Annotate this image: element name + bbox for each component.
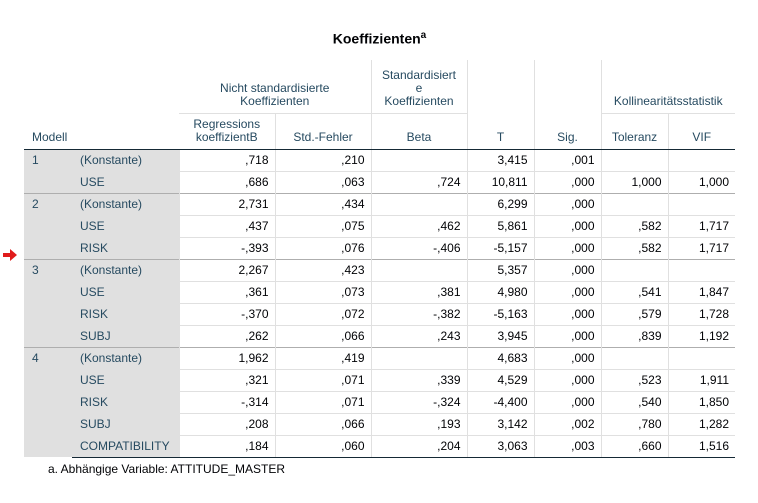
cell-se: ,423 — [275, 259, 371, 281]
table-row — [24, 347, 735, 369]
variable-label: USE — [72, 369, 179, 391]
table-row — [24, 369, 735, 391]
variable-label: RISK — [72, 391, 179, 413]
cell-b: ,184 — [179, 435, 275, 457]
variable-label: (Konstante) — [72, 193, 179, 215]
cell-vif: 1,717 — [668, 237, 735, 259]
cell-sig: ,000 — [534, 303, 601, 325]
cell-t: 10,811 — [467, 171, 534, 193]
cell-se: ,063 — [275, 171, 371, 193]
cell-tol: 1,000 — [601, 171, 668, 193]
variable-label: USE — [72, 171, 179, 193]
cell-se: ,419 — [275, 347, 371, 369]
cell-tol — [601, 193, 668, 215]
model-number: 3 — [24, 259, 72, 347]
cell-tol — [601, 259, 668, 281]
cell-beta — [371, 193, 467, 215]
cell-b: ,208 — [179, 413, 275, 435]
header-standardisiert: Standardisiert e Koeffizienten — [371, 60, 467, 113]
cell-tol — [601, 149, 668, 171]
cell-sig: ,000 — [534, 369, 601, 391]
model-number: 1 — [24, 149, 72, 193]
header-t: T — [467, 113, 534, 149]
cell-sig: ,000 — [534, 193, 601, 215]
cell-sig: ,000 — [534, 391, 601, 413]
cell-tol: ,582 — [601, 215, 668, 237]
cell-vif: 1,847 — [668, 281, 735, 303]
header-beta: Beta — [371, 113, 467, 149]
cell-sig: ,003 — [534, 435, 601, 457]
cell-sig: ,000 — [534, 171, 601, 193]
cell-t: 3,945 — [467, 325, 534, 347]
table-row — [24, 435, 735, 457]
cell-beta: ,381 — [371, 281, 467, 303]
cell-vif: 1,000 — [668, 171, 735, 193]
cell-sig: ,000 — [534, 259, 601, 281]
cell-b: ,361 — [179, 281, 275, 303]
cell-se: ,060 — [275, 435, 371, 457]
cell-sig: ,000 — [534, 281, 601, 303]
table-row — [24, 215, 735, 237]
cell-t: 4,683 — [467, 347, 534, 369]
table-row — [24, 149, 735, 171]
cell-sig: ,000 — [534, 215, 601, 237]
table-row — [24, 281, 735, 303]
header-toleranz: Toleranz — [601, 113, 668, 149]
cell-vif: 1,728 — [668, 303, 735, 325]
cell-tol — [601, 347, 668, 369]
cell-tol: ,839 — [601, 325, 668, 347]
cell-t: -4,400 — [467, 391, 534, 413]
variable-label: COMPATIBILITY — [72, 435, 179, 457]
cell-se: ,066 — [275, 325, 371, 347]
cell-vif — [668, 149, 735, 171]
cell-tol: ,579 — [601, 303, 668, 325]
cell-vif: 1,192 — [668, 325, 735, 347]
cell-sig: ,000 — [534, 237, 601, 259]
cell-t: 3,063 — [467, 435, 534, 457]
cell-beta: -,406 — [371, 237, 467, 259]
cell-t: 5,357 — [467, 259, 534, 281]
cell-beta: ,724 — [371, 171, 467, 193]
cell-vif — [668, 193, 735, 215]
cell-t: 3,142 — [467, 413, 534, 435]
cell-vif — [668, 347, 735, 369]
cell-sig: ,000 — [534, 325, 601, 347]
cell-se: ,071 — [275, 391, 371, 413]
table-row — [24, 303, 735, 325]
variable-label: USE — [72, 215, 179, 237]
model-number: 4 — [24, 347, 72, 457]
variable-label: (Konstante) — [72, 149, 179, 171]
cell-t: 5,861 — [467, 215, 534, 237]
cell-t: 3,415 — [467, 149, 534, 171]
table-row — [24, 391, 735, 413]
cell-sig: ,001 — [534, 149, 601, 171]
cell-tol: ,541 — [601, 281, 668, 303]
header-sig: Sig. — [534, 113, 601, 149]
cell-se: ,075 — [275, 215, 371, 237]
cell-tol: ,582 — [601, 237, 668, 259]
cell-beta: ,204 — [371, 435, 467, 457]
cell-vif: 1,282 — [668, 413, 735, 435]
variable-label: RISK — [72, 237, 179, 259]
cell-b: -,314 — [179, 391, 275, 413]
cell-b: 1,962 — [179, 347, 275, 369]
title-text: Koeffizienten — [332, 30, 421, 47]
header-modell: Modell — [24, 113, 179, 149]
header-vif: VIF — [668, 113, 735, 149]
cell-tol: ,523 — [601, 369, 668, 391]
cell-vif: 1,717 — [668, 215, 735, 237]
cell-se: ,073 — [275, 281, 371, 303]
table-title — [24, 30, 735, 47]
cell-b: 2,731 — [179, 193, 275, 215]
table-row — [24, 413, 735, 435]
variable-label: SUBJ — [72, 325, 179, 347]
cell-tol: ,660 — [601, 435, 668, 457]
cell-se: ,071 — [275, 369, 371, 391]
cell-beta: ,339 — [371, 369, 467, 391]
cell-b: -,370 — [179, 303, 275, 325]
cell-sig: ,002 — [534, 413, 601, 435]
cell-se: ,066 — [275, 413, 371, 435]
cell-b: ,437 — [179, 215, 275, 237]
cell-se: ,210 — [275, 149, 371, 171]
variable-label: RISK — [72, 303, 179, 325]
cell-se: ,434 — [275, 193, 371, 215]
variable-label: (Konstante) — [72, 347, 179, 369]
cell-b: 2,267 — [179, 259, 275, 281]
header-nicht-standardisiert: Nicht standardisierte Koeffizienten — [220, 80, 330, 108]
cell-beta — [371, 259, 467, 281]
variable-label: SUBJ — [72, 413, 179, 435]
cell-tol: ,780 — [601, 413, 668, 435]
cell-sig: ,000 — [534, 347, 601, 369]
cell-beta — [371, 347, 467, 369]
cell-t: 4,980 — [467, 281, 534, 303]
table-body — [24, 149, 735, 457]
header-std-fehler: Std.-Fehler — [275, 113, 371, 149]
table-row — [24, 193, 735, 215]
table-row — [24, 259, 735, 281]
cell-vif: 1,911 — [668, 369, 735, 391]
cell-beta: ,243 — [371, 325, 467, 347]
cell-beta: ,193 — [371, 413, 467, 435]
cell-beta: ,462 — [371, 215, 467, 237]
header-b: Regressions koeffizientB — [179, 113, 275, 149]
cell-se: ,076 — [275, 237, 371, 259]
cell-b: ,718 — [179, 149, 275, 171]
cell-vif: 1,850 — [668, 391, 735, 413]
cell-se: ,072 — [275, 303, 371, 325]
cell-beta: -,324 — [371, 391, 467, 413]
cell-t: 4,529 — [467, 369, 534, 391]
cell-t: -5,163 — [467, 303, 534, 325]
coefficients-table — [24, 60, 735, 458]
cell-beta: -,382 — [371, 303, 467, 325]
table-row — [24, 237, 735, 259]
table-row — [24, 325, 735, 347]
selection-arrow-icon — [3, 249, 17, 261]
cell-b: -,393 — [179, 237, 275, 259]
cell-tol: ,540 — [601, 391, 668, 413]
model-number: 2 — [24, 193, 72, 259]
cell-b: ,686 — [179, 171, 275, 193]
header-kollinearitaet: Kollinearitätsstatistik — [601, 60, 735, 113]
variable-label: USE — [72, 281, 179, 303]
title-footnote-marker: a — [420, 30, 427, 41]
cell-b: ,321 — [179, 369, 275, 391]
cell-beta — [371, 149, 467, 171]
variable-label: (Konstante) — [72, 259, 179, 281]
cell-vif — [668, 259, 735, 281]
table-row — [24, 171, 735, 193]
cell-t: -5,157 — [467, 237, 534, 259]
cell-b: ,262 — [179, 325, 275, 347]
cell-vif: 1,516 — [668, 435, 735, 457]
footnote: a. Abhängige Variable: ATTITUDE_MASTER — [48, 462, 285, 476]
cell-t: 6,299 — [467, 193, 534, 215]
